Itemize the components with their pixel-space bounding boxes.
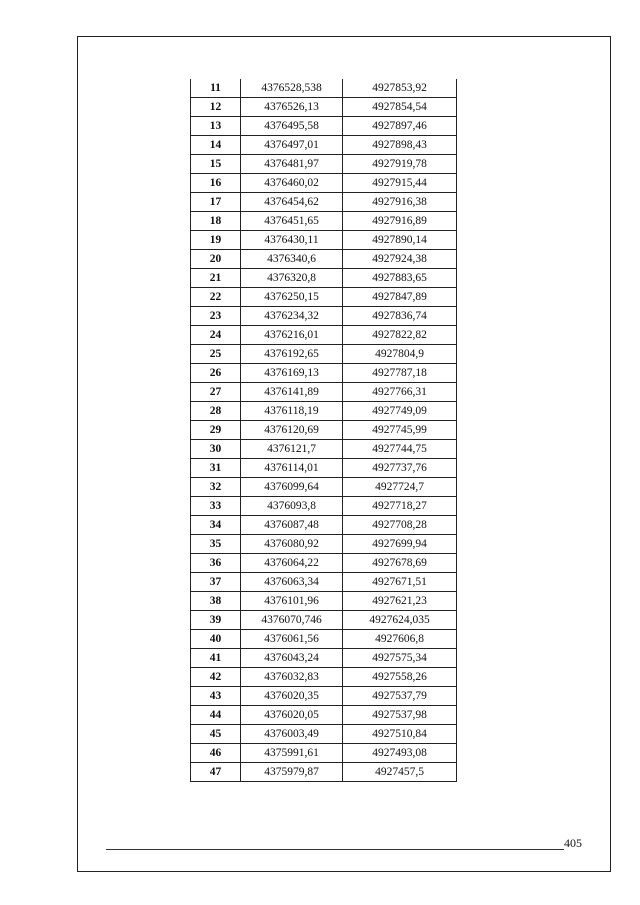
y-coordinate-cell: 4927916,38 xyxy=(343,193,457,212)
table-row xyxy=(191,421,457,440)
x-coordinate-cell: 4376114,01 xyxy=(241,459,343,478)
table-row xyxy=(191,440,457,459)
x-coordinate-cell: 4376528,538 xyxy=(241,79,343,98)
table-row xyxy=(191,383,457,402)
x-coordinate-cell: 4375979,87 xyxy=(241,763,343,782)
point-number-cell: 12 xyxy=(191,98,241,117)
y-coordinate-cell: 4927737,76 xyxy=(343,459,457,478)
y-coordinate-cell: 4927606,8 xyxy=(343,630,457,649)
y-coordinate-cell: 4927708,28 xyxy=(343,516,457,535)
point-number-cell: 19 xyxy=(191,231,241,250)
y-coordinate-cell: 4927718,27 xyxy=(343,497,457,516)
table-row xyxy=(191,630,457,649)
x-coordinate-cell: 4376495,58 xyxy=(241,117,343,136)
table-row xyxy=(191,725,457,744)
footer-rule xyxy=(106,849,564,850)
x-coordinate-cell: 4376061,56 xyxy=(241,630,343,649)
point-number-cell: 47 xyxy=(191,763,241,782)
y-coordinate-cell: 4927678,69 xyxy=(343,554,457,573)
point-number-cell: 33 xyxy=(191,497,241,516)
point-number-cell: 16 xyxy=(191,174,241,193)
table-row xyxy=(191,288,457,307)
point-number-cell: 40 xyxy=(191,630,241,649)
table-row xyxy=(191,136,457,155)
y-coordinate-cell: 4927537,98 xyxy=(343,706,457,725)
x-coordinate-cell: 4376118,19 xyxy=(241,402,343,421)
y-coordinate-cell: 4927624,035 xyxy=(343,611,457,630)
point-number-cell: 39 xyxy=(191,611,241,630)
x-coordinate-cell: 4376101,96 xyxy=(241,592,343,611)
table-row xyxy=(191,117,457,136)
x-coordinate-cell: 4376141,89 xyxy=(241,383,343,402)
y-coordinate-cell: 4927854,54 xyxy=(343,98,457,117)
y-coordinate-cell: 4927897,46 xyxy=(343,117,457,136)
table-row xyxy=(191,497,457,516)
y-coordinate-cell: 4927558,26 xyxy=(343,668,457,687)
x-coordinate-cell: 4376087,48 xyxy=(241,516,343,535)
point-number-cell: 11 xyxy=(191,79,241,98)
point-number-cell: 41 xyxy=(191,649,241,668)
table-row xyxy=(191,687,457,706)
table-row xyxy=(191,212,457,231)
table-row xyxy=(191,155,457,174)
coordinates-table-body xyxy=(191,79,457,782)
y-coordinate-cell: 4927915,44 xyxy=(343,174,457,193)
point-number-cell: 27 xyxy=(191,383,241,402)
point-number-cell: 25 xyxy=(191,345,241,364)
point-number-cell: 45 xyxy=(191,725,241,744)
y-coordinate-cell: 4927575,34 xyxy=(343,649,457,668)
point-number-cell: 26 xyxy=(191,364,241,383)
table-row xyxy=(191,364,457,383)
x-coordinate-cell: 4376320,8 xyxy=(241,269,343,288)
x-coordinate-cell: 4376099,64 xyxy=(241,478,343,497)
x-coordinate-cell: 4376070,746 xyxy=(241,611,343,630)
y-coordinate-cell: 4927836,74 xyxy=(343,307,457,326)
table-row xyxy=(191,326,457,345)
y-coordinate-cell: 4927924,38 xyxy=(343,250,457,269)
table-row xyxy=(191,174,457,193)
table-row xyxy=(191,459,457,478)
coordinates-table xyxy=(190,79,457,782)
y-coordinate-cell: 4927749,09 xyxy=(343,402,457,421)
table-row xyxy=(191,345,457,364)
y-coordinate-cell: 4927890,14 xyxy=(343,231,457,250)
table-row xyxy=(191,231,457,250)
x-coordinate-cell: 4376020,05 xyxy=(241,706,343,725)
point-number-cell: 42 xyxy=(191,668,241,687)
table-row xyxy=(191,79,457,98)
y-coordinate-cell: 4927822,82 xyxy=(343,326,457,345)
point-number-cell: 13 xyxy=(191,117,241,136)
point-number-cell: 23 xyxy=(191,307,241,326)
x-coordinate-cell: 4376454,62 xyxy=(241,193,343,212)
table-row xyxy=(191,706,457,725)
x-coordinate-cell: 4376121,7 xyxy=(241,440,343,459)
point-number-cell: 17 xyxy=(191,193,241,212)
x-coordinate-cell: 4376043,24 xyxy=(241,649,343,668)
y-coordinate-cell: 4927744,75 xyxy=(343,440,457,459)
table-row xyxy=(191,744,457,763)
point-number-cell: 15 xyxy=(191,155,241,174)
point-number-cell: 31 xyxy=(191,459,241,478)
x-coordinate-cell: 4376120,69 xyxy=(241,421,343,440)
y-coordinate-cell: 4927457,5 xyxy=(343,763,457,782)
page-number: 405 xyxy=(564,836,582,850)
y-coordinate-cell: 4927804,9 xyxy=(343,345,457,364)
point-number-cell: 44 xyxy=(191,706,241,725)
x-coordinate-cell: 4376192,65 xyxy=(241,345,343,364)
x-coordinate-cell: 4376481,97 xyxy=(241,155,343,174)
y-coordinate-cell: 4927510,84 xyxy=(343,725,457,744)
x-coordinate-cell: 4376003,49 xyxy=(241,725,343,744)
table-row xyxy=(191,250,457,269)
point-number-cell: 22 xyxy=(191,288,241,307)
table-row xyxy=(191,402,457,421)
point-number-cell: 35 xyxy=(191,535,241,554)
x-coordinate-cell: 4376451,65 xyxy=(241,212,343,231)
y-coordinate-cell: 4927919,78 xyxy=(343,155,457,174)
table-row xyxy=(191,573,457,592)
x-coordinate-cell: 4376497,01 xyxy=(241,136,343,155)
point-number-cell: 20 xyxy=(191,250,241,269)
point-number-cell: 21 xyxy=(191,269,241,288)
x-coordinate-cell: 4376093,8 xyxy=(241,497,343,516)
table-row xyxy=(191,554,457,573)
point-number-cell: 18 xyxy=(191,212,241,231)
y-coordinate-cell: 4927916,89 xyxy=(343,212,457,231)
x-coordinate-cell: 4376234,32 xyxy=(241,307,343,326)
x-coordinate-cell: 4376460,02 xyxy=(241,174,343,193)
x-coordinate-cell: 4375991,61 xyxy=(241,744,343,763)
point-number-cell: 37 xyxy=(191,573,241,592)
table-row xyxy=(191,269,457,288)
x-coordinate-cell: 4376340,6 xyxy=(241,250,343,269)
table-row xyxy=(191,516,457,535)
y-coordinate-cell: 4927853,92 xyxy=(343,79,457,98)
y-coordinate-cell: 4927671,51 xyxy=(343,573,457,592)
point-number-cell: 14 xyxy=(191,136,241,155)
table-row xyxy=(191,193,457,212)
y-coordinate-cell: 4927847,89 xyxy=(343,288,457,307)
x-coordinate-cell: 4376250,15 xyxy=(241,288,343,307)
y-coordinate-cell: 4927745,99 xyxy=(343,421,457,440)
y-coordinate-cell: 4927621,23 xyxy=(343,592,457,611)
point-number-cell: 32 xyxy=(191,478,241,497)
x-coordinate-cell: 4376526,13 xyxy=(241,98,343,117)
y-coordinate-cell: 4927787,18 xyxy=(343,364,457,383)
point-number-cell: 34 xyxy=(191,516,241,535)
x-coordinate-cell: 4376216,01 xyxy=(241,326,343,345)
x-coordinate-cell: 4376430,11 xyxy=(241,231,343,250)
table-row xyxy=(191,98,457,117)
x-coordinate-cell: 4376080,92 xyxy=(241,535,343,554)
y-coordinate-cell: 4927898,43 xyxy=(343,136,457,155)
x-coordinate-cell: 4376020,35 xyxy=(241,687,343,706)
table-row xyxy=(191,763,457,782)
x-coordinate-cell: 4376032,83 xyxy=(241,668,343,687)
point-number-cell: 43 xyxy=(191,687,241,706)
y-coordinate-cell: 4927493,08 xyxy=(343,744,457,763)
table-row xyxy=(191,535,457,554)
y-coordinate-cell: 4927883,65 xyxy=(343,269,457,288)
point-number-cell: 24 xyxy=(191,326,241,345)
table-row xyxy=(191,478,457,497)
y-coordinate-cell: 4927766,31 xyxy=(343,383,457,402)
point-number-cell: 38 xyxy=(191,592,241,611)
table-row xyxy=(191,592,457,611)
x-coordinate-cell: 4376063,34 xyxy=(241,573,343,592)
point-number-cell: 28 xyxy=(191,402,241,421)
x-coordinate-cell: 4376064,22 xyxy=(241,554,343,573)
point-number-cell: 46 xyxy=(191,744,241,763)
y-coordinate-cell: 4927699,94 xyxy=(343,535,457,554)
table-row xyxy=(191,649,457,668)
y-coordinate-cell: 4927537,79 xyxy=(343,687,457,706)
table-row xyxy=(191,611,457,630)
y-coordinate-cell: 4927724,7 xyxy=(343,478,457,497)
x-coordinate-cell: 4376169,13 xyxy=(241,364,343,383)
table-row xyxy=(191,307,457,326)
point-number-cell: 36 xyxy=(191,554,241,573)
table-row xyxy=(191,668,457,687)
point-number-cell: 30 xyxy=(191,440,241,459)
point-number-cell: 29 xyxy=(191,421,241,440)
